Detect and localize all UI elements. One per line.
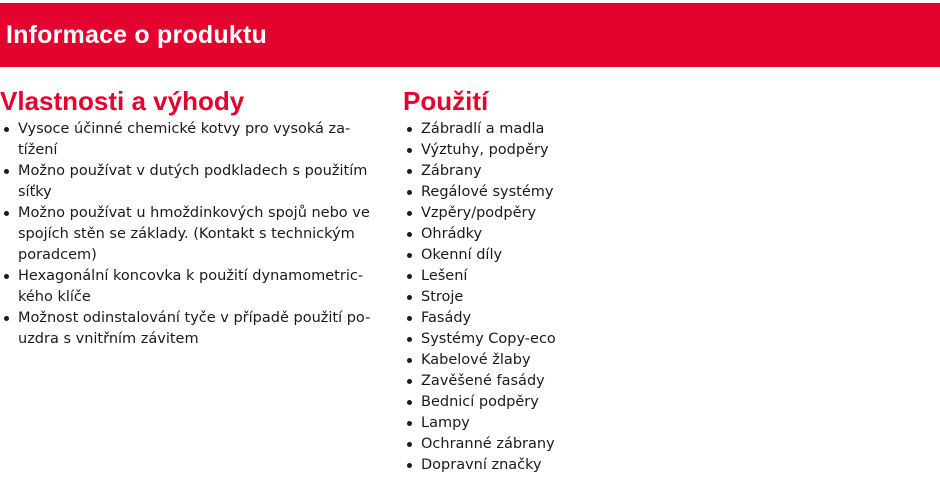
usage-item: Vzpěry/podpěry xyxy=(403,203,703,224)
usage-item: Regálové systémy xyxy=(403,182,703,203)
usage-item: Zábrany xyxy=(403,161,703,182)
usage-item: Zavěšené fasády xyxy=(403,371,703,392)
usage-item: Zábradlí a madla xyxy=(403,119,703,140)
usage-item: Kabelové žlaby xyxy=(403,350,703,371)
usage-item: Fasády xyxy=(403,308,703,329)
usage-item: Výztuhy, podpěry xyxy=(403,140,703,161)
usage-item: Bednicí podpěry xyxy=(403,392,703,413)
usage-heading: Použití xyxy=(403,86,489,116)
usage-item: Lampy xyxy=(403,413,703,434)
features-heading: Vlastnosti a výhody xyxy=(0,86,245,116)
features-section xyxy=(0,86,380,350)
feature-item: Vysoce účinné chemické kotvy pro vysoká za- tížení xyxy=(0,119,380,161)
usage-item: Ohrádky xyxy=(403,224,703,245)
feature-item: Možno používat v dutých podkladech s použitím síťky xyxy=(0,161,380,203)
usage-item: Dopravní značky xyxy=(403,455,703,476)
product-info-banner xyxy=(0,3,940,67)
usage-item: Okenní díly xyxy=(403,245,703,266)
usage-list xyxy=(403,119,703,476)
usage-item: Systémy Copy-eco xyxy=(403,329,703,350)
usage-item: Ochranné zábrany xyxy=(403,434,703,455)
features-list xyxy=(0,119,380,350)
usage-item: Lešení xyxy=(403,266,703,287)
banner-title: Informace o produktu xyxy=(6,21,267,49)
feature-item: Možno používat u hmoždinkových spojů nebo ve spojích stěn se základy. (Kontakt s technickým poradcem) xyxy=(0,203,380,266)
feature-item: Možnost odinstalování tyče v případě použití po- uzdra s vnitřním závitem xyxy=(0,308,380,350)
usage-item: Stroje xyxy=(403,287,703,308)
feature-item: Hexagonální koncovka k použití dynamometric- kého klíče xyxy=(0,266,380,308)
usage-section xyxy=(403,86,703,476)
